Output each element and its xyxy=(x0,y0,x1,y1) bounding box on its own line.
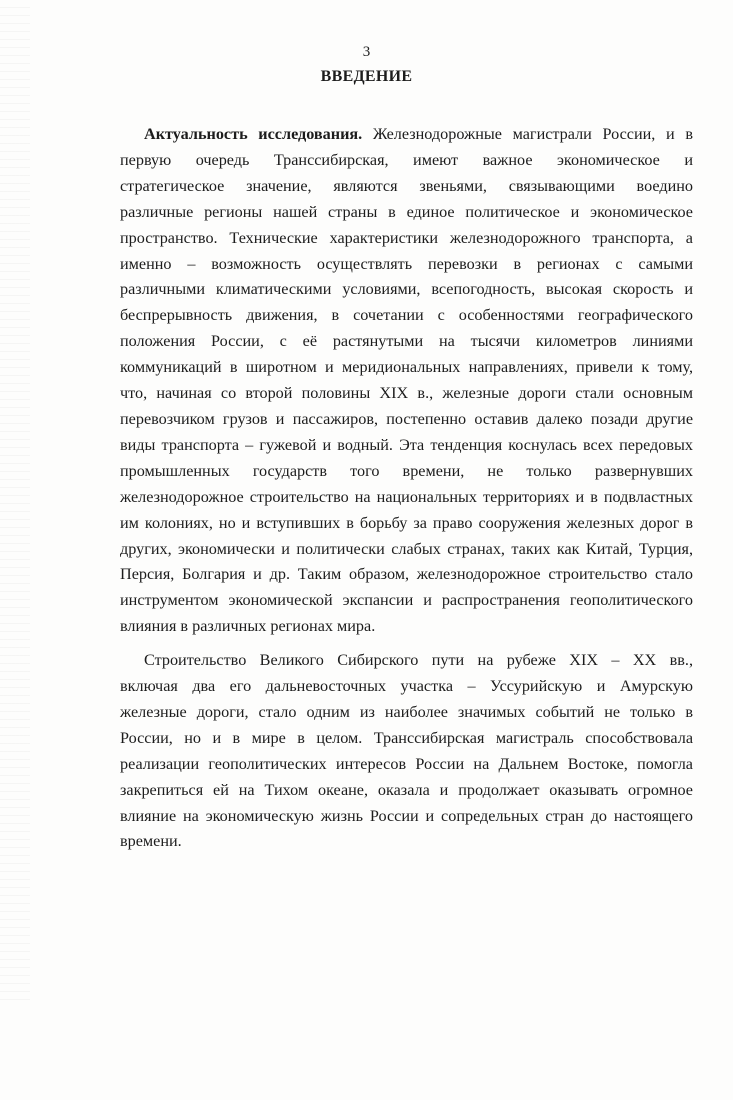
paragraph-line: пространство. Технические характеристики железнодорожного транспорта, а xyxy=(120,228,693,247)
relevance-lead: Актуальность исследования. xyxy=(144,125,363,143)
paragraph-line: железнодорожное строительство на национальных территориях и в подвластных xyxy=(120,487,693,506)
paragraph-line: различными климатическими условиями, всепогодность, высокая скорость и xyxy=(120,280,693,299)
paragraph-line: виды транспорта – гужевой и водный. Эта тенденция коснулась всех передовых xyxy=(120,435,693,454)
paragraph-line: беспрерывность движения, в сочетании с особенностями географического xyxy=(120,306,693,325)
paragraph-line: включая два его дальневосточных участка – Уссурийскую и Амурскую xyxy=(120,677,693,696)
paragraph-line: России, но и в мире в целом. Транссибирская магистраль способствовала xyxy=(120,728,693,747)
paragraph-line: стратегическое значение, являются звеньями, связывающими воедино xyxy=(120,176,693,195)
paragraph-line: реализации геополитических интересов России на Дальнем Востоке, помогла xyxy=(120,754,693,773)
paragraph-line: Строительство Великого Сибирского пути на рубеже XIX – XX вв., xyxy=(144,651,693,670)
paragraph-line: влияния в различных регионах мира. xyxy=(120,617,376,636)
section-heading: ВВЕДЕНИЕ xyxy=(320,68,413,85)
paragraph-line: различные регионы нашей страны в единое политическое и экономическое xyxy=(120,202,693,221)
page-number: 3 xyxy=(362,44,371,60)
paragraph-line: им колониях, но и вступивших в борьбу за право сооружения железных дорог в xyxy=(120,513,693,532)
paragraph-line: именно – возможность осуществлять перевозки в регионах с самыми xyxy=(120,254,693,273)
paragraph-trans-siberian xyxy=(120,648,693,855)
paragraph-line xyxy=(120,122,693,148)
paragraph-line: первую очередь Транссибирская, имеют важное экономическое и xyxy=(120,150,693,169)
paragraph-line: инструментом экономической экспансии и распространения геополитического xyxy=(120,591,693,610)
paragraph-line: закрепиться ей на Тихом океане, оказала и продолжает оказывать огромное xyxy=(120,780,693,799)
paragraph-line: промышленных государств того времени, не только развернувших xyxy=(120,461,693,480)
paragraph-line: перевозчиком грузов и пассажиров, постепенно оставив далеко позади другие xyxy=(120,409,693,428)
paragraph-line: положения России, с её растянутыми на тысячи километров линиями xyxy=(120,332,693,351)
body-text xyxy=(120,122,693,855)
paragraph-line: Персия, Болгария и др. Таким образом, железнодорожное строительство стало xyxy=(120,565,693,584)
paragraph-line: влияние на экономическую жизнь России и сопредельных стран до настоящего xyxy=(120,806,693,825)
relevance-lead-text: Железнодорожные магистрали России, и в xyxy=(372,125,693,143)
paragraph-relevance xyxy=(120,122,693,640)
paragraph-line: других, экономически и политически слабых странах, таких как Китай, Турция, xyxy=(120,539,693,558)
paragraph-line: коммуникаций в широтном и меридиональных направлениях, привели к тому, xyxy=(120,358,693,377)
paragraph-line: что, начиная со второй половины XIX в., железные дороги стали основным xyxy=(120,384,693,403)
paragraph-line: времени. xyxy=(120,832,182,851)
paragraph-line: железные дороги, стало одним из наиболее значимых событий не только в xyxy=(120,702,693,721)
scan-edge-noise xyxy=(0,0,30,1000)
